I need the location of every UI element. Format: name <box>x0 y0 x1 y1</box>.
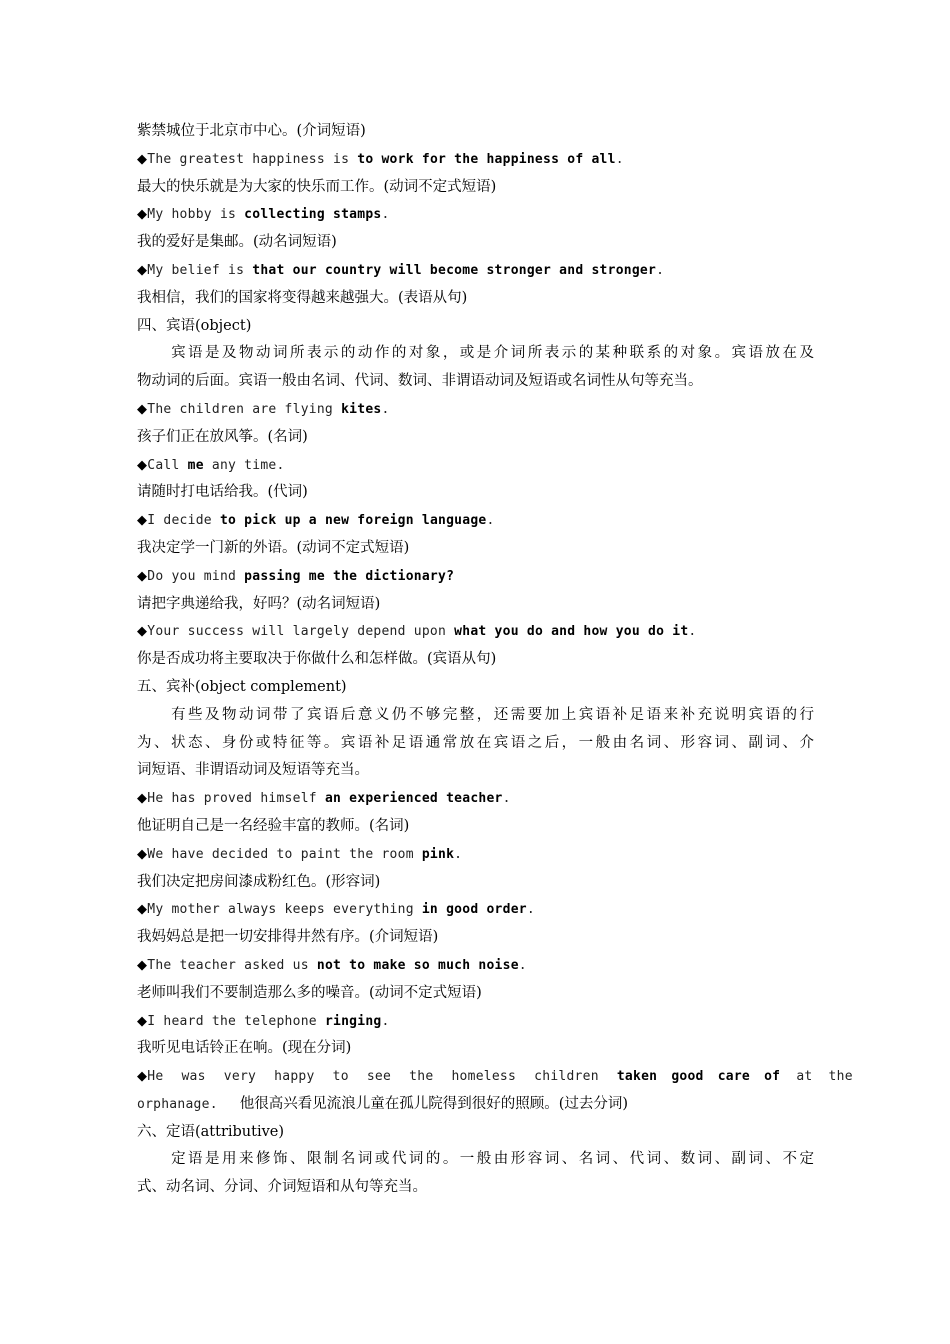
sentence-text: . <box>381 207 390 223</box>
highlighted-phrase: to pick up a new foreign language <box>219 513 487 529</box>
paragraph-line: 词短语、非谓语动词及短语等充当。 <box>137 762 369 779</box>
chinese-translation: 最大的快乐就是为大家的快乐而工作。(动词不定式短语) <box>137 178 497 195</box>
example-sentence <box>137 563 814 591</box>
text-line <box>137 118 814 146</box>
highlighted-phrase: collecting stamps <box>244 207 382 223</box>
example-sentence <box>137 896 814 924</box>
highlighted-phrase: ringing <box>324 1013 382 1029</box>
diamond-bullet-icon: ◆ <box>137 568 148 584</box>
section-heading-attributive: 六、定语(attributive) <box>137 1123 285 1140</box>
document-body <box>137 118 853 1202</box>
paragraph-line: 定语是用来修饰、限制名词或代词的。一般由形容词、名词、代词、数词、副词、不定 <box>171 1151 814 1168</box>
example-sentence <box>137 396 814 424</box>
section-heading-object-complement: 五、宾补(object complement) <box>137 678 347 695</box>
chinese-translation: 我听见电话铃正在响。(现在分词) <box>137 1040 352 1057</box>
example-sentence <box>137 452 814 480</box>
sentence-text: We have decided to paint the room <box>147 846 422 862</box>
paragraph-line: 为、状态、身份或特征等。宾语补足语通常放在宾语之后，一般由名词、形容词、副词、介 <box>137 734 814 751</box>
sentence-text: My hobby is <box>147 207 245 223</box>
highlighted-phrase: that our country will become stronger and stronger <box>252 262 657 278</box>
diamond-bullet-icon: ◆ <box>137 513 148 529</box>
sentence-text: . <box>381 1013 390 1029</box>
paragraph-line: 有些及物动词带了宾语后意义仍不够完整，还需要加上宾语补足语来补充说明宾语的行 <box>171 706 814 723</box>
diamond-bullet-icon: ◆ <box>137 791 148 807</box>
highlighted-phrase: passing me the dictionary? <box>244 568 455 584</box>
chinese-translation: 我妈妈总是把一切安排得井然有序。(介词短语) <box>137 929 439 946</box>
sentence-text: . <box>502 791 511 807</box>
sentence-text: Do you mind <box>147 568 245 584</box>
sentence-text: . <box>615 151 624 167</box>
sentence-text: . <box>486 513 495 529</box>
highlighted-phrase: to work for the happiness of all <box>357 151 616 167</box>
chinese-translation: 你是否成功将主要取决于你做什么和怎样做。(宾语从句) <box>137 651 497 668</box>
example-sentence <box>137 1008 814 1036</box>
diamond-bullet-icon: ◆ <box>137 902 148 918</box>
chinese-translation: 我的爱好是集邮。(动名词短语) <box>137 234 337 251</box>
diamond-bullet-icon: ◆ <box>137 1013 148 1029</box>
sentence-text: The children are flying <box>147 401 342 417</box>
diamond-bullet-icon: ◆ <box>137 457 148 473</box>
highlighted-phrase: what you do and how you do it <box>454 624 689 640</box>
example-sentence <box>137 1063 853 1091</box>
diamond-bullet-icon: ◆ <box>137 401 148 417</box>
highlighted-phrase: taken good care of <box>616 1069 781 1085</box>
chinese-translation: 老师叫我们不要制造那么多的噪音。(动词不定式短语) <box>137 984 482 1001</box>
highlighted-phrase: an experienced teacher <box>324 791 503 807</box>
sentence-text: orphanage. <box>137 1096 218 1112</box>
sentence-text: My belief is <box>147 262 253 278</box>
diamond-bullet-icon: ◆ <box>137 624 148 640</box>
chinese-translation: 我们决定把房间漆成粉红色。(形容词) <box>137 873 381 890</box>
chinese-translation: 我决定学一门新的外语。(动词不定式短语) <box>137 539 410 556</box>
sentence-text: . <box>454 846 463 862</box>
chinese-translation: 他证明自己是一名经验丰富的教师。(名词) <box>137 817 410 834</box>
sentence-text: He was very happy to see the homeless children <box>147 1069 617 1085</box>
chinese-translation: 请随时打电话给我。(代词) <box>137 484 308 501</box>
highlighted-phrase: kites <box>341 401 382 417</box>
paragraph-line: 物动词的后面。宾语一般由名词、代词、数词、非谓语动词及短语或名词性从句等充当。 <box>137 373 703 390</box>
sentence-text: . <box>518 957 527 973</box>
example-sentence <box>137 618 814 646</box>
sentence-text: at the <box>780 1069 853 1085</box>
sentence-text: . <box>688 624 697 640</box>
sentence-text: . <box>656 262 665 278</box>
sentence-text: The greatest happiness is <box>147 151 358 167</box>
example-sentence <box>137 952 814 980</box>
diamond-bullet-icon: ◆ <box>137 1069 148 1085</box>
diamond-bullet-icon: ◆ <box>137 846 148 862</box>
sentence-text: My mother always keeps everything <box>147 902 422 918</box>
diamond-bullet-icon: ◆ <box>137 262 148 278</box>
section-heading-object: 四、宾语(object) <box>137 317 252 334</box>
sentence-text: Your success will largely depend upon <box>147 624 455 640</box>
highlighted-phrase: not to make so much noise <box>316 957 519 973</box>
chinese-translation: 请把字典递给我，好吗？(动名词短语) <box>137 595 381 612</box>
example-sentence <box>137 785 814 813</box>
paragraph-line: 式、动名词、分词、介词短语和从句等充当。 <box>137 1179 427 1196</box>
chinese-translation: 孩子们正在放风筝。(名词) <box>137 428 308 445</box>
highlighted-phrase: in good order <box>421 902 527 918</box>
sentence-text: He has proved himself <box>147 791 325 807</box>
sentence-text: . <box>526 902 535 918</box>
diamond-bullet-icon: ◆ <box>137 207 148 223</box>
example-sentence <box>137 201 814 229</box>
chinese-translation: 我相信，我们的国家将变得越来越强大。(表语从句) <box>137 289 468 306</box>
sentence-text: I heard the telephone <box>147 1013 325 1029</box>
chinese-translation: 他很高兴看见流浪儿童在孤儿院得到很好的照顾。(过去分词) <box>239 1095 629 1112</box>
example-sentence <box>137 146 814 174</box>
highlighted-phrase: pink <box>421 846 455 862</box>
sentence-text: Call <box>147 457 188 473</box>
chinese-translation: 紫禁城位于北京市中心。(介词短语) <box>137 123 366 139</box>
highlighted-phrase: me <box>187 457 204 473</box>
sentence-text: . <box>381 401 390 417</box>
example-sentence <box>137 841 814 869</box>
sentence-text: The teacher asked us <box>147 957 317 973</box>
sentence-start <box>137 1063 780 1091</box>
sentence-text: any time. <box>203 457 285 473</box>
example-sentence <box>137 257 814 285</box>
sentence-text: I decide <box>147 513 220 529</box>
diamond-bullet-icon: ◆ <box>137 151 148 167</box>
text-line <box>137 1091 814 1119</box>
paragraph-line: 宾语是及物动词所表示的动作的对象，或是介词所表示的某种联系的对象。宾语放在及 <box>171 345 814 362</box>
example-sentence <box>137 507 814 535</box>
diamond-bullet-icon: ◆ <box>137 957 148 973</box>
